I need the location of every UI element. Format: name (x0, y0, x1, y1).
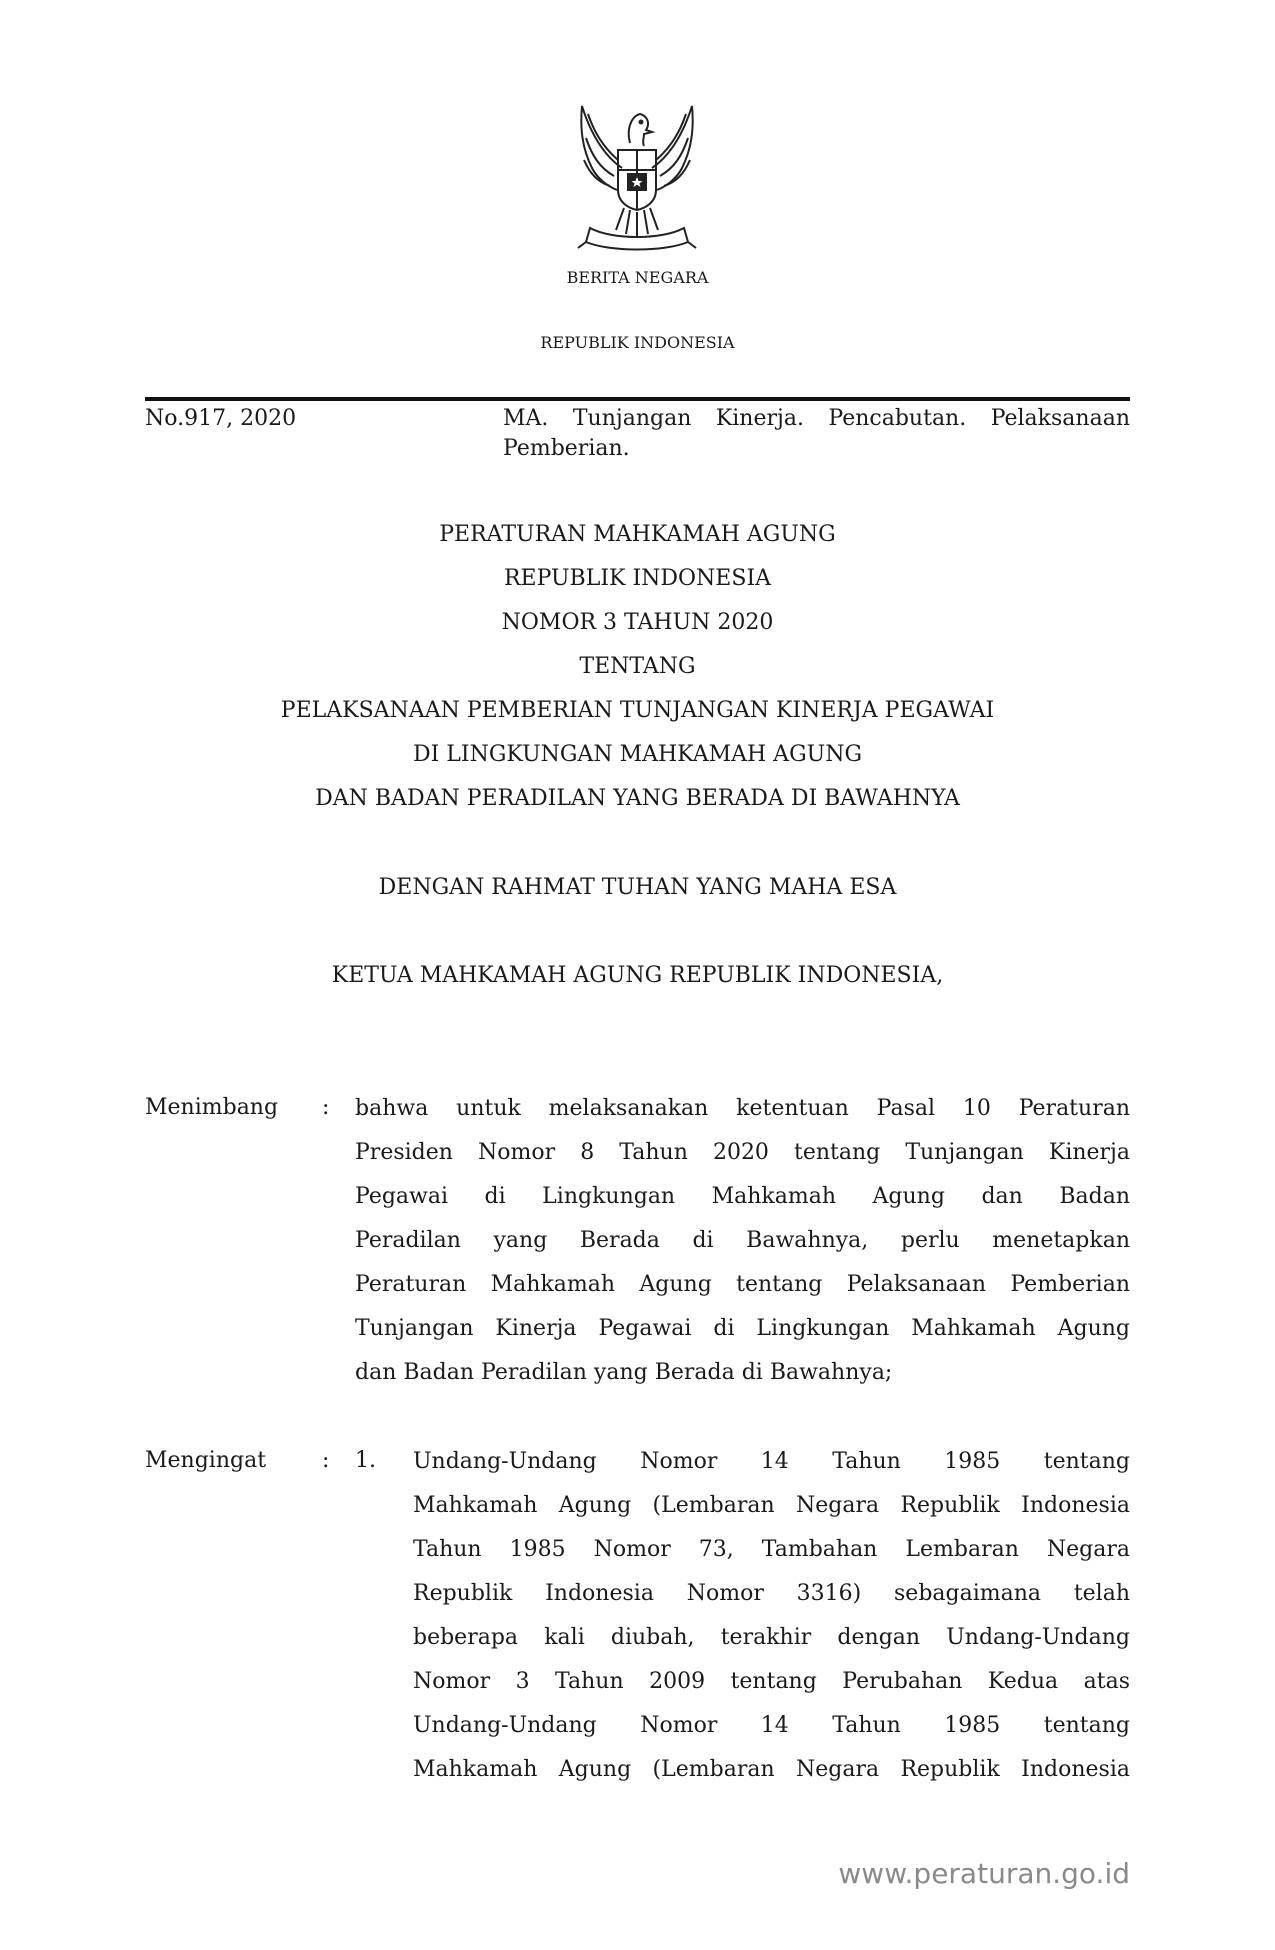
mengingat-line: Undang-Undang Nomor 14 Tahun 1985 tentang (413, 1449, 1130, 1474)
menimbang-line: Peraturan Mahkamah Agung tentang Pelaksanaan Pemberian (355, 1272, 1130, 1297)
mengingat-line: Undang-Undang Nomor 14 Tahun 1985 tentang (413, 1713, 1130, 1738)
mengingat-line: Mahkamah Agung (Lembaran Negara Republik Indonesia (413, 1757, 1130, 1782)
title-line: DAN BADAN PERADILAN YANG BERADA DI BAWAHNYA (315, 786, 960, 811)
mengingat-line: beberapa kali diubah, terakhir dengan Undang-Undang (413, 1625, 1130, 1650)
gazette-subject: MA. Tunjangan Kinerja. Pencabutan. Pelaksanaan Pemberian. (503, 406, 1130, 461)
gazette-number: No.917, 2020 (145, 406, 297, 431)
title-line: REPUBLIK INDONESIA (503, 566, 772, 591)
mengingat-line: Mahkamah Agung (Lembaran Negara Republik Indonesia (413, 1493, 1130, 1518)
menimbang-line: bahwa untuk melaksanakan ketentuan Pasal 10 Peraturan (355, 1096, 1130, 1121)
authority-line: KETUA MAHKAMAH AGUNG REPUBLIK INDONESIA, (331, 963, 944, 988)
menimbang-colon: : (322, 1095, 330, 1120)
masthead-divider (145, 397, 1130, 401)
garuda-emblem-icon (552, 98, 722, 258)
menimbang-line: Pegawai di Lingkungan Mahkamah Agung dan Badan (355, 1184, 1130, 1209)
menimbang-line: Tunjangan Kinerja Pegawai di Lingkungan Mahkamah Agung (355, 1316, 1130, 1341)
menimbang-text (355, 1087, 1130, 1395)
masthead-title: BERITA NEGARA (566, 268, 709, 287)
mengingat-line: Republik Indonesia Nomor 3316) sebagaimana telah (413, 1581, 1130, 1606)
masthead-subtitle: REPUBLIK INDONESIA (540, 333, 735, 352)
menimbang-line: Presiden Nomor 8 Tahun 2020 tentang Tunjangan Kinerja (355, 1140, 1130, 1165)
footer-website: www.peraturan.go.id (838, 1857, 1130, 1890)
title-line: DI LINGKUNGAN MAHKAMAH AGUNG (412, 742, 863, 767)
mengingat-line: Tahun 1985 Nomor 73, Tambahan Lembaran Negara (413, 1537, 1130, 1562)
menimbang-label: Menimbang (145, 1095, 279, 1120)
blessing-line: DENGAN RAHMAT TUHAN YANG MAHA ESA (378, 875, 897, 900)
mengingat-item-text (413, 1440, 1130, 1792)
mengingat-line: Nomor 3 Tahun 2009 tentang Perubahan Kedua atas (413, 1669, 1130, 1694)
title-line: NOMOR 3 TAHUN 2020 (501, 610, 774, 635)
title-line: PELAKSANAAN PEMBERIAN TUNJANGAN KINERJA PEGAWAI (280, 698, 995, 723)
mengingat-label: Mengingat (145, 1448, 267, 1473)
mengingat-item-number: 1. (355, 1448, 376, 1473)
menimbang-line: dan Badan Peradilan yang Berada di Bawahnya; (355, 1360, 893, 1385)
menimbang-line: Peradilan yang Berada di Bawahnya, perlu menetapkan (355, 1228, 1130, 1253)
title-line: TENTANG (579, 654, 696, 679)
mengingat-colon: : (322, 1448, 330, 1473)
title-line: PERATURAN MAHKAMAH AGUNG (439, 522, 836, 547)
